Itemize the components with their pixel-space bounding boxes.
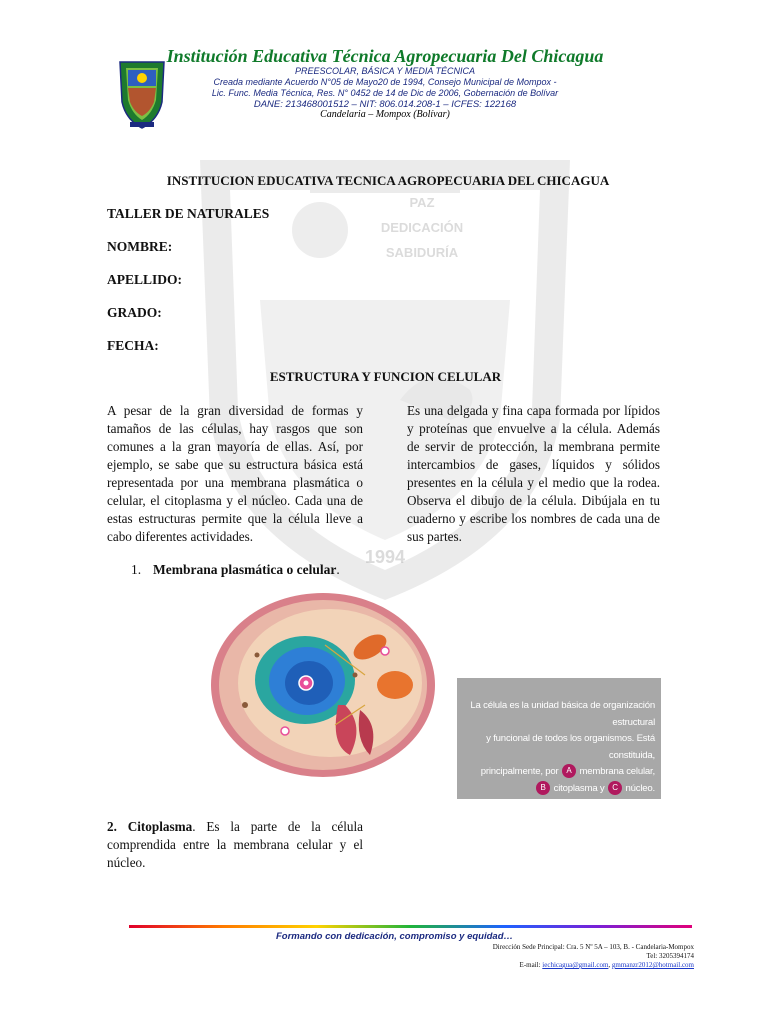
watermark-word-2: DEDICACIÓN xyxy=(380,220,464,235)
watermark-word-3: SABIDURÍA xyxy=(385,245,459,260)
field-apellido: APELLIDO: xyxy=(107,272,183,287)
list-item-period: . xyxy=(336,562,340,577)
footer-phone: Tel: 3205394174 xyxy=(646,952,694,960)
watermark-word-1: PAZ xyxy=(409,195,435,210)
document-title: INSTITUCION EDUCATIVA TECNICA AGROPECUARIA DEL CHICAGUA xyxy=(166,173,610,188)
badge-c: C xyxy=(608,781,622,795)
cell-definition-box xyxy=(457,678,661,799)
school-location: Candelaria – Mompox (Bolívar) xyxy=(320,109,450,120)
school-codes: DANE: 213468001512 – NIT: 806.014.208-1 – ICFES: 122168 xyxy=(253,99,517,110)
email-link-1[interactable]: iechicagua@gmail.com xyxy=(542,961,609,969)
cytoplasm-text: . Es la parte de la célula comprendida entre la membrana celular y el núcleo. xyxy=(107,819,363,870)
school-name: Institución Educativa Técnica Agropecuaria Del Chicagua xyxy=(166,46,604,66)
badge-b: B xyxy=(536,781,550,795)
cell-definition-text xyxy=(463,698,655,797)
footer-email: E-mail: iechicagua@gmail.com, gmmanzr2012@hotmail.com xyxy=(519,961,694,969)
intro-paragraph: A pesar de la gran diversidad de formas y tamaños de las células, hay rasgos que son comunes a la gran mayoría de ellas. Así, por ejemplo, se sabe que su estructura básica está representada por una membrana plasmática o celular, el citoplasma y el núcleo. Cada una de estas estructuras permite que la célula lleve a cabo diferentes actividades. xyxy=(107,403,363,544)
membrane-description: Es una delgada y fina capa formada por lípidos y proteínas que envuelve a la célula. Además de servir de protección, la membrana permite intercambios de gases, líquidos y sólidos presentes en la célula y el medio que la rodea. Observa el dibujo de la célula. Dibújala en tu cuaderno y escribe los nombres de cada una de sus partes. xyxy=(407,403,660,544)
list-item-number: 1. xyxy=(131,562,142,577)
school-levels: PREESCOLAR, BÁSICA Y MEDIA TÉCNICA xyxy=(294,66,476,76)
cytoplasm-term: 2. Citoplasma xyxy=(107,819,193,834)
creation-decree: Creada mediante Acuerdo N°05 de Mayo20 de 1994, Consejo Municipal de Mompox - xyxy=(213,77,557,87)
footer-divider xyxy=(129,925,692,928)
info-line-2: y funcional de todos los organismos. Está constituida, xyxy=(486,733,655,761)
info-line-3: principalmente, por A membrana celular, xyxy=(480,766,655,777)
watermark-year: 1994 xyxy=(364,547,406,567)
field-grado: GRADO: xyxy=(107,305,162,320)
email-link-2[interactable]: gmmanzr2012@hotmail.com xyxy=(611,961,694,969)
section-title: ESTRUCTURA Y FUNCION CELULAR xyxy=(269,369,502,384)
field-nombre: NOMBRE: xyxy=(107,239,173,254)
workshop-title: TALLER DE NATURALES xyxy=(107,206,270,221)
cell-illustration xyxy=(205,585,445,785)
info-line-4: B citoplasma y C núcleo. xyxy=(463,781,655,798)
footer-motto: Formando con dedicación, compromiso y equidad… xyxy=(276,931,514,942)
list-item-membrana xyxy=(131,562,340,578)
footer-address: Dirección Sede Principal: Cra. 5 Nº 5A – 103, B. - Candelaria-Mompox xyxy=(492,943,694,951)
badge-a: A xyxy=(562,764,576,778)
license-info: Lic. Func. Media Técnica, Res. N° 0452 de 14 de Dic de 2006, Gobernación de Bolívar xyxy=(211,88,559,98)
list-item-term: Membrana plasmática o celular xyxy=(153,562,337,577)
field-fecha: FECHA: xyxy=(107,338,159,353)
cytoplasm-paragraph xyxy=(107,818,363,872)
info-line-1: La célula es la unidad básica de organización estructural xyxy=(470,700,655,728)
